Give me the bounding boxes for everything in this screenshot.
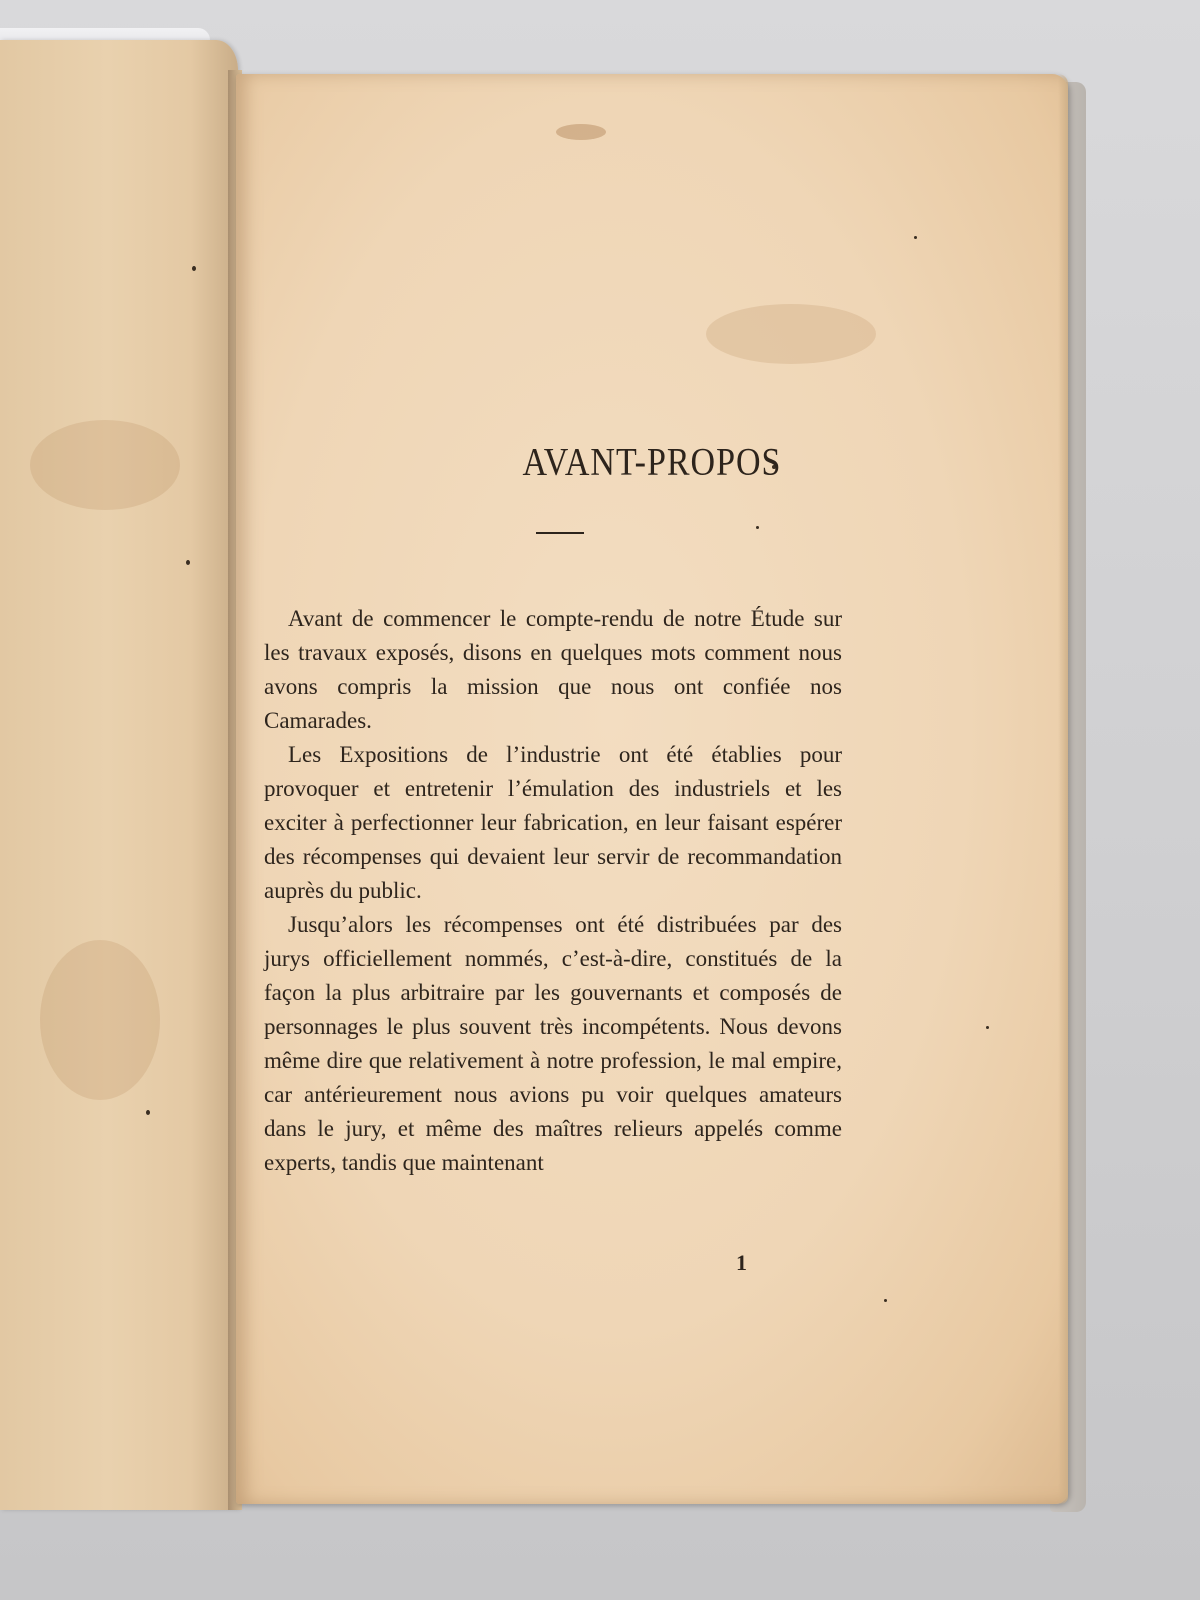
body-text xyxy=(264,602,842,1180)
foxing-stain xyxy=(30,420,180,510)
page-edge xyxy=(1058,74,1068,1504)
ink-speck xyxy=(914,236,917,239)
ink-speck xyxy=(884,1299,887,1302)
right-page xyxy=(236,74,1068,1504)
ink-speck xyxy=(756,526,759,529)
page-title: AVANT-PROPOS xyxy=(522,441,782,484)
title-rule xyxy=(536,532,584,534)
ink-speck xyxy=(186,560,190,565)
ink-speck xyxy=(986,1026,989,1029)
left-page xyxy=(0,40,238,1510)
foxing-stain xyxy=(556,124,606,140)
ink-speck xyxy=(146,1110,150,1115)
paragraph: Avant de commencer le compte-rendu de notre Étude sur les travaux exposés, disons en quelques mots comment nous avons compris la mission que nous ont confiée nos Camarades. xyxy=(264,606,842,733)
paragraph: Jusqu’alors les récompenses ont été distribuées par des jurys officiellement nommés, c’est-à-dire, constitués de la façon la plus arbitraire par les gouvernants et composés de personnages le plus souvent très incompétents. Nous devons même dire que relativement à notre profession, le mal empire, car antérieurement nous avions pu voir quelques amateurs dans le jury, et même des maîtres relieurs appelés comme experts, tandis que maintenant xyxy=(264,912,842,1175)
page-number: 1 xyxy=(736,1250,747,1275)
paragraph: Les Expositions de l’industrie ont été établies pour provoquer et entretenir l’émulation des industriels et les exciter à perfectionner leur fabrication, en leur faisant espérer des récompenses qui devaient leur servir de recommandation auprès du public. xyxy=(264,742,842,903)
ink-speck xyxy=(192,266,196,271)
foxing-stain xyxy=(706,304,876,364)
foxing-stain xyxy=(40,940,160,1100)
